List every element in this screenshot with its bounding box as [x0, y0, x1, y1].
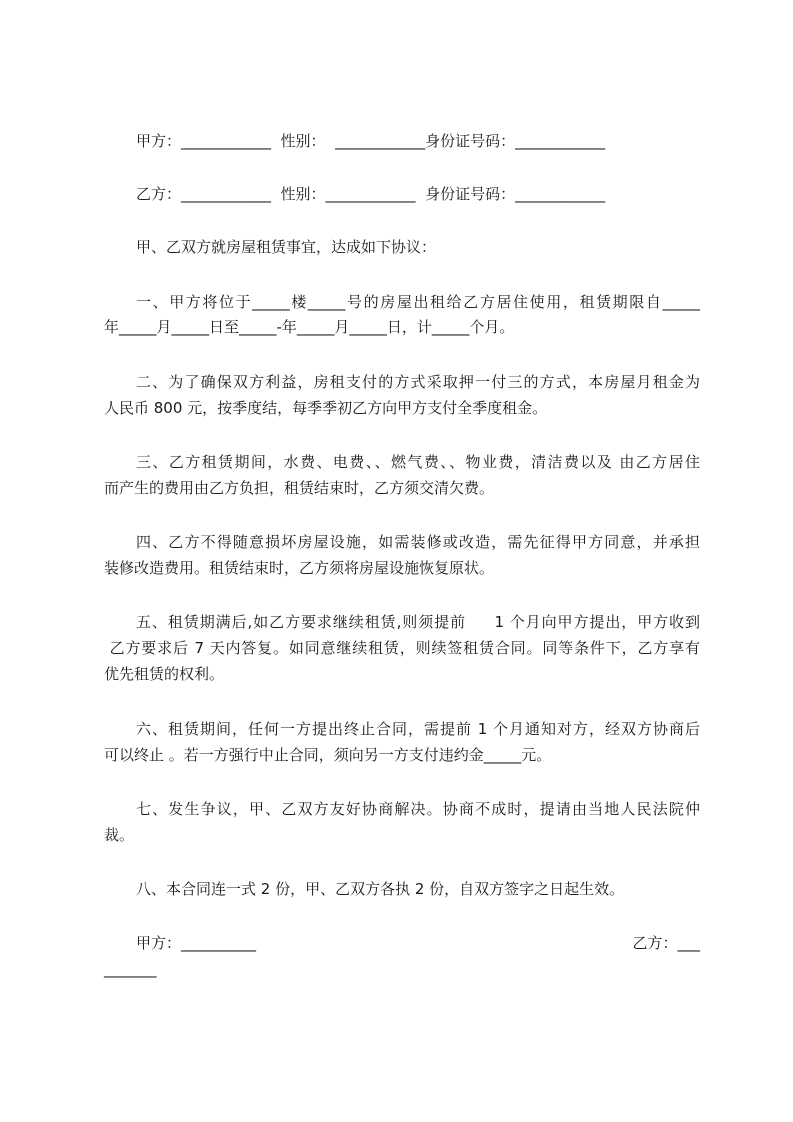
- intro-line: 甲、乙双方就房屋租赁事宜，达成如下协议：: [136, 238, 437, 256]
- clause-4-line-2: 装修改造费用。租赁结束时，乙方须将房屋设施恢复原状。: [104, 559, 495, 577]
- clause-1-line-1: 一、甲方将位于_____楼_____号的房屋出租给乙方居住使用，租赁期限自_____: [136, 293, 700, 311]
- clause-7-line-2: 裁。: [104, 826, 135, 844]
- clause-3-line-1: 三、乙方租赁期间，水费、电费、、燃气费、、物业费，清洁费以及 由乙方居住: [136, 453, 700, 471]
- clause-6-line-2: 可以终止 。若一方强行中止合同，须向另一方支付违约金_____元。: [104, 746, 552, 764]
- clause-3-line-2: 而产生的费用由乙方负担，租赁结束时，乙方须交清欠费。: [104, 479, 495, 497]
- signature-party-a: 甲方：__________: [136, 934, 257, 952]
- clause-6-line-1: 六、租赁期间，任何一方提出终止合同，需提前 1 个月通知对方，经双方协商后: [136, 720, 700, 738]
- clause-5-line-1: 五、租赁期满后,如乙方要求继续租赁,则须提前 1 个月向甲方提出，甲方收到: [136, 613, 700, 631]
- party-b-line: 乙方：____________ 性别：____________ 身份证号码：____________: [136, 185, 606, 203]
- signature-party-b-continued: _______: [104, 960, 157, 978]
- clause-8-line-1: 八、本合同连一式 2 份，甲、乙双方各执 2 份，自双方签字之日起生效。: [136, 880, 625, 898]
- clause-7-line-1: 七、发生争议，甲、乙双方友好协商解决。协商不成时，提请由当地人民法院仲: [136, 800, 700, 818]
- clause-2-line-1: 二、为了确保双方利益，房租支付的方式采取押一付三的方式，本房屋月租金为: [136, 373, 700, 391]
- clause-2-line-2: 人民币 800 元，按季度结，每季季初乙方向甲方支付全季度租金。: [104, 399, 548, 417]
- clause-5-line-3: 优先租赁的权利。: [104, 665, 225, 683]
- clause-5-line-2: 乙方要求后 7 天内答复。如同意继续租赁，则续签租赁合同。同等条件下，乙方享有: [104, 639, 700, 657]
- party-a-line: 甲方：____________ 性别： ____________身份证号码：____________: [136, 132, 606, 150]
- clause-1-line-2: 年_____月_____日至_____-年_____月_____日，计_____个月。: [104, 318, 515, 336]
- signature-party-b: 乙方：___: [632, 934, 700, 952]
- clause-4-line-1: 四、乙方不得随意损坏房屋设施，如需装修或改造，需先征得甲方同意，并承担: [136, 533, 700, 551]
